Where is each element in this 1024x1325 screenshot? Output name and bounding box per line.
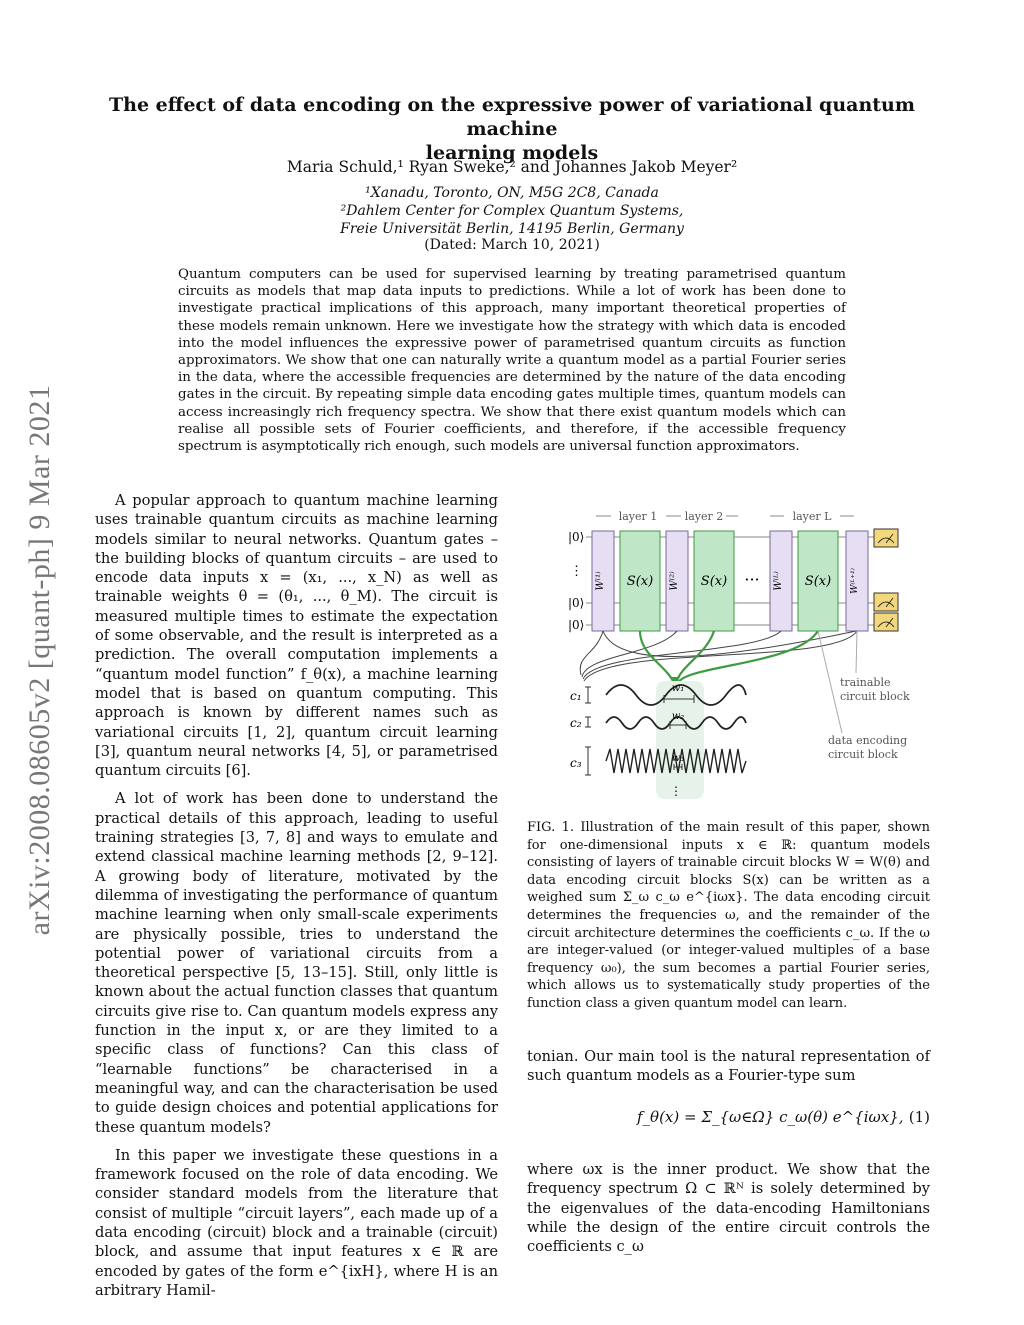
paragraph-2: A lot of work has been done to understand the practical details of this approach, leading to useful training strategies [3, 7, 8] and ways to emulate and extend classical machine learning methods [2, 9–12]. A growing body of literature, motivated by the dilemma of investigating the performance of quantum machine learning when only small-scale experiments are physically possible, tries to understand the potential power of variational circuits from a theoretical perspective [5, 13–15]. Still, only little is known about the actual function classes that quantum circuits give rise to. Can quantum models express any function in the input x, or are they limited to a specific class of functions? Can this class of “learnable functions” be characterised in a meaningful way, and can the characterisation be used to guide design choices and potential applications for these quantum models? xyxy=(95,790,498,1136)
s-label-L: S(x) xyxy=(804,574,832,589)
trainable-label-2: circuit block xyxy=(840,690,910,703)
ket-vdots: ⋮ xyxy=(570,564,583,579)
affiliation-2b: Freie Universität Berlin, 14195 Berlin, Germany xyxy=(340,221,684,237)
title-line-2: learning models xyxy=(425,142,599,164)
paper-title xyxy=(90,93,934,165)
c2-label: c₂ xyxy=(570,716,582,730)
figure-caption: FIG. 1. Illustration of the main result of this paper, shown for one-dimensional inputs x ∈ ℝ: quantum models consisting of layers of trainable circuit blocks W = W(θ) and data encoding circuit blocks S(x) can be written as a weighed sum Σ_ω c_ω e^{iωx}. The data encoding circuit determines the frequencies ω, and the remainder of the circuit architecture determines the coefficients c_ω. If the ω are integer-valued (or integer-valued multiples of a base frequency ω₀), the sum becomes a partial Fourier series, which allows us to systematically study properties of the function class a given quantum model can learn. xyxy=(527,820,930,1011)
wL1-label: W⁽ᴸ⁺¹⁾ xyxy=(850,568,860,594)
cdots: ··· xyxy=(744,570,760,589)
freq-vdots: ⋮ xyxy=(670,784,682,798)
encoding-label-2: circuit block xyxy=(828,748,898,761)
encoding-label-1: data encoding xyxy=(828,734,908,747)
s-label-2: S(x) xyxy=(700,574,728,589)
right-column-para-2: where ωx is the inner product. We show that the frequency spectrum Ω ⊂ ℝᴺ is solely determined by the eigenvalues of the data-encoding Hamiltonians while the design of the entire circuit controls the coefficients c_ω xyxy=(527,1161,930,1256)
ket-3: |0⟩ xyxy=(568,618,585,632)
figure-1-circuit xyxy=(556,505,916,805)
equation-number: (1) xyxy=(908,1108,930,1126)
ket-1: |0⟩ xyxy=(568,530,585,544)
c1-label: c₁ xyxy=(570,689,582,703)
layer-2-label: layer 2 xyxy=(684,510,724,523)
wL-label: W⁽ᴸ⁾ xyxy=(773,571,784,591)
ket-2: |0⟩ xyxy=(568,596,585,610)
left-column xyxy=(95,491,498,1300)
affiliation-1: ¹Xanadu, Toronto, ON, M5G 2C8, Canada xyxy=(365,185,659,201)
abstract: Quantum computers can be used for supervised learning by treating parametrised quantum circuits as models that map data inputs to predictions. While a lot of work has been done to investigate practical implications of this approach, many important theoretical properties of these models remain unknown. Here we investigate how the strategy with which data is encoded into the model influences the expressive power of parametrised quantum circuits as function approximators. We show that one can naturally write a quantum model as a partial Fourier series in the data, where the accessible frequencies are determined by the nature of the data encoding gates in the circuit. By repeating simple data encoding gates multiple times, quantum models can access increasingly rich frequency spectra. We show that there exist quantum models which can realise all possible sets of Fourier coefficients, and therefore, if the accessible frequency spectrum is asymptotically rich enough, such models are universal function approximators. xyxy=(178,267,846,455)
c3-label: c₃ xyxy=(570,756,582,770)
right-column-para-1: tonian. Our main tool is the natural representation of such quantum models as a Fourier-type sum xyxy=(527,1048,930,1085)
w3-label-freq: w₃ xyxy=(671,753,685,764)
w2-label: W⁽²⁾ xyxy=(669,571,680,591)
layer-1-label: layer 1 xyxy=(618,510,658,523)
w1-label-freq: w₁ xyxy=(671,683,685,694)
s-label-1: S(x) xyxy=(626,574,654,589)
trainable-label-1: trainable xyxy=(840,676,891,689)
arxiv-id: arXiv:2008.08605v2 [quant-ph] 9 Mar 2021 xyxy=(23,384,56,936)
w2-label-freq: w₂ xyxy=(671,711,685,722)
layer-L-label: layer L xyxy=(792,510,832,523)
dated: (Dated: March 10, 2021) xyxy=(424,237,600,253)
w1-label: W⁽¹⁾ xyxy=(595,571,606,591)
authors: Maria Schuld,¹ Ryan Sweke,² and Johannes Jakob Meyer² xyxy=(286,158,738,176)
title-line-1: The effect of data encoding on the expressive power of variational quantum machine xyxy=(109,94,915,140)
paragraph-1: A popular approach to quantum machine learning uses trainable quantum circuits as machine learning models similar to neural networks. Quantum gates – the building blocks of quantum circuits – are used to encode data inputs x = (x₁, ..., x_N) as well as trainable weights θ = (θ₁, ..., θ_M). The circuit is measured multiple times to estimate the expectation of some observable, and the result is interpreted as a prediction. The overall computation implements a “quantum model function” f_θ(x), a machine learning model that is based on quantum computing. This approach is known by different names such as variational circuits [1, 2], quantum circuit learning [3], quantum neural networks [4, 5], or parametrised quantum circuits [6]. xyxy=(95,492,498,780)
paragraph-3: In this paper we investigate these questions in a framework focused on the role of data encoding. We consider standard models from the literature that consist of multiple “circuit layers”, each made up of a data encoding (circuit) block and a trainable (circuit) block, and assume that input features x ∈ ℝ are encoded by gates of the form e^{ixH}, where H is an arbitrary Hamil- xyxy=(95,1146,498,1299)
equation-text: f_θ(x) = Σ_{ω∈Ω} c_ω(θ) e^{iωx}, xyxy=(637,1108,904,1126)
equation-1 xyxy=(527,1100,930,1150)
arxiv-stamp xyxy=(10,320,70,1000)
affiliation-2a: ²Dahlem Center for Complex Quantum Systems, xyxy=(340,203,684,219)
